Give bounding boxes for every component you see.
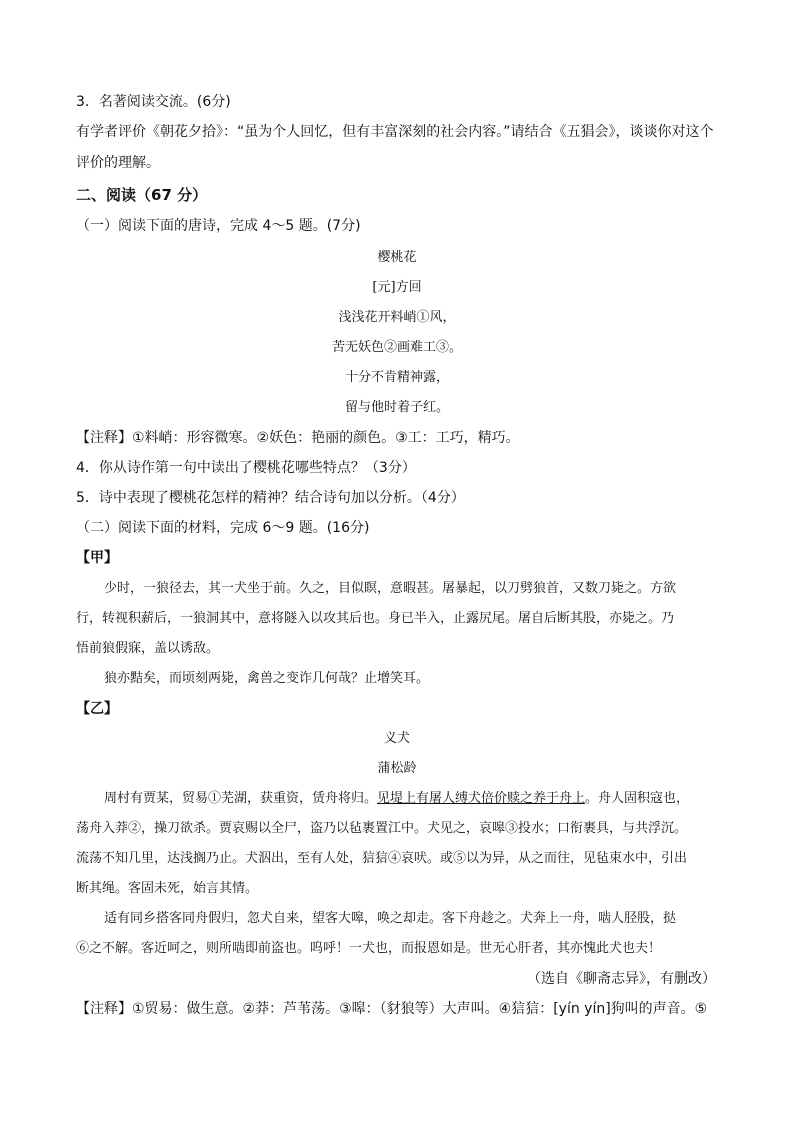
q3-title: 3．名著阅读交流。(6分) (76, 94, 231, 110)
yi-p1-line-1-end: 。舟人固积寇也， (585, 791, 690, 806)
yi-p1-line-3: 流荡不知几里，达浅搁乃止。犬泅出，至有人处，狺狺④哀吠。或⑤以为异，从之而往，见毡束水中，引出 (76, 851, 688, 866)
question-4: 4．你从诗作第一句中读出了樱桃花哪些特点？（3分） (76, 460, 416, 476)
yi-underlined-sentence: 见堤上有屠人缚犬倍价赎之养于舟上 (377, 791, 586, 806)
poem-line-2: 苦无妖色②画难工③。 (331, 340, 462, 355)
q3-line-1: 有学者评价《朝花夕拾》：“虽为个人回忆，但有丰富深刻的社会内容。”请结合《五猖会》，谈谈你对这个 (76, 124, 714, 140)
poem-title: 樱桃花 (377, 250, 417, 265)
poem-line-1: 浅浅花开料峭①风， (338, 310, 456, 325)
yi-author: 蒲松龄 (377, 761, 417, 776)
yi-p1-line-1 (104, 789, 689, 809)
part2-intro: （二）阅读下面的材料，完成 6～9 题。(16分) (76, 520, 370, 536)
yi-note: 【注释】①贸易：做生意。②莽：芦苇荡。③嗥：（豺狼等）大声叫。④狺狺：[yín yín]狗叫的声音。⑤ (76, 1001, 708, 1017)
jia-p2: 狼亦黠矣，而顷刻两毙，禽兽之变诈几何哉？止增笑耳。 (104, 671, 430, 686)
yi-source: （选自《聊斋志异》，有删改） (527, 971, 716, 987)
jia-p1-line-3: 悟前狼假寐，盖以诱敌。 (76, 641, 220, 656)
yi-p1-line-4: 断其绳。客固未死，始言其情。 (76, 881, 259, 896)
section-2-heading: 二、阅读（67 分） (76, 186, 208, 204)
jia-p1-line-2: 行，转视积薪后，一狼洞其中，意将隧入以攻其后也。身已半入，止露尻尾。屠自后断其股，亦毙之。乃 (76, 611, 675, 626)
poem-author: [元]方回 (372, 280, 422, 295)
poem-note: 【注释】①料峭：形容微寒。②妖色：艳丽的颜色。③工：工巧，精巧。 (76, 430, 520, 446)
yi-title: 义犬 (383, 731, 410, 746)
jia-label: 【甲】 (76, 550, 118, 566)
yi-label: 【乙】 (76, 701, 118, 717)
yi-p1-line-1-start: 周村有贾某，贸易①芜湖，获重资，赁舟将归。 (104, 791, 378, 806)
question-5: 5．诗中表现了樱桃花怎样的精神？结合诗句加以分析。（4分） (76, 490, 465, 506)
poem-line-4: 留与他时着子红。 (344, 400, 449, 415)
yi-p2-line-2: ⑥之不解。客近呵之，则所啮即前盗也。呜呼！一犬也，而报恩如是。世无心肝者，其亦愧此犬也夫！ (76, 941, 662, 956)
poem-line-3: 十分不肯精神露， (344, 370, 449, 385)
part1-intro: （一）阅读下面的唐诗，完成 4～5 题。(7分) (76, 218, 361, 234)
q3-line-2: 评价的理解。 (76, 155, 160, 171)
yi-p1-line-2: 荡舟入莽②，操刀欲杀。贾哀赐以全尸，盗乃以毡裹置江中。犬见之，哀嗥③投水；口衔裹具，与共浮沉。 (76, 821, 688, 836)
jia-p1-line-1: 少时，一狼径去，其一犬坐于前。久之，目似瞑，意暇甚。屠暴起，以刀劈狼首，又数刀毙之。方欲 (104, 581, 677, 596)
yi-p2-line-1: 适有同乡搭客同舟假归，忽犬自来，望客大嗥，唤之却走。客下舟趁之。犬奔上一舟，啮人胫股，挞 (104, 911, 677, 926)
